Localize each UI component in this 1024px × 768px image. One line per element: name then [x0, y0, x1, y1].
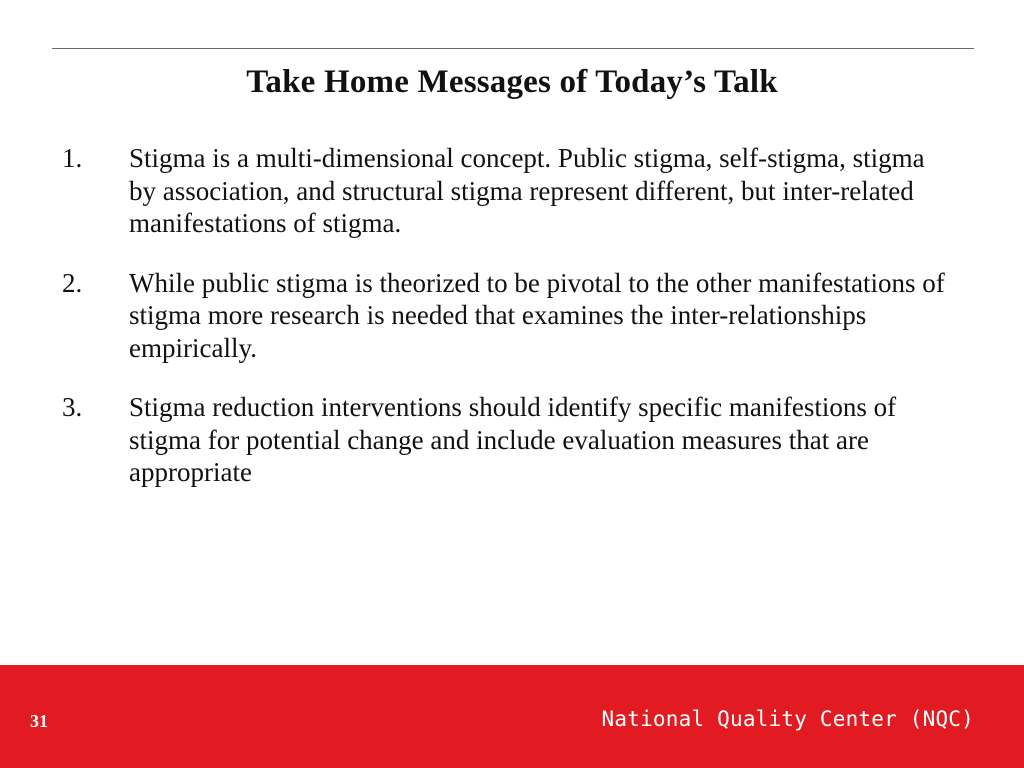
list-item-text: While public stigma is theorized to be pivotal to the other manifestations of stigma more research is needed that examines the inter-relationships empirically. — [129, 267, 945, 363]
list-item — [62, 267, 952, 365]
slide-title: Take Home Messages of Today’s Talk — [246, 64, 778, 100]
list-item-number: 3. — [62, 392, 83, 422]
list-item-text: Stigma is a multi-dimensional concept. Public stigma, self-stigma, stigma by association, and structural stigma represent different, but inter-related manifestations of stigma. — [129, 143, 925, 238]
take-home-list — [62, 142, 952, 516]
list-item — [62, 391, 952, 489]
footer-bar — [0, 665, 1024, 768]
list-item-number: 2. — [62, 267, 83, 298]
organization-name: National Quality Center (NQC) — [601, 707, 974, 731]
list-item — [62, 142, 952, 240]
list-item-number: 1. — [62, 143, 83, 173]
slide-number: 31 — [30, 711, 48, 731]
list-item-text: Stigma reduction interventions should identify specific manifestions of stigma for potential change and include evaluation measures that are appropriate — [129, 392, 897, 487]
top-divider — [52, 48, 974, 49]
